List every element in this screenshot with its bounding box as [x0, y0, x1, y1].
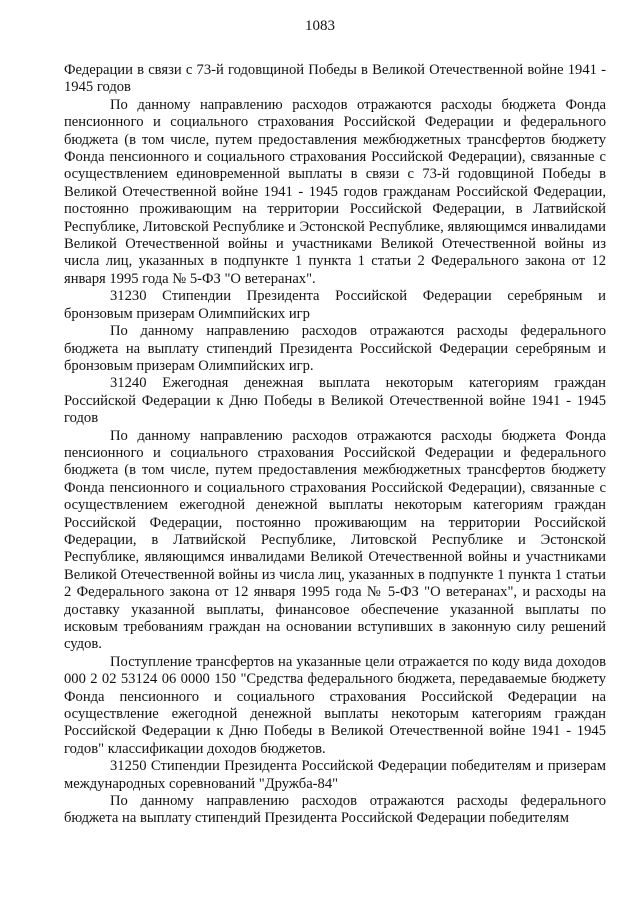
paragraph-text: По данному направлению расходов отражаются расходы бюджета Фонда пенсионного и социального страхования Российской Федерации и федерального бюджета (в том числе, путем предоставления межбюджетных трансфертов бюджету Фонда пенсионного и социального страхования Российской Федерации), связанные с осуществлением ежегодной денежной выплаты некоторым категориям граждан Российской Федерации, постоянно проживающим на территории Российской Федерации, в Латвийской Республике, Литовской Республике и Эстонской Республике, являющимся инвалидами Великой Отечественной войны и участниками Великой Отечественной войны из числа лиц, указанных в подпункте 1 пункта 1 статьи 2 Федерального закона от 12 января 1995 года № 5-ФЗ "О ветеранах", и расходы на доставку указанной выплаты, финансовое обеспечение указанной выплаты по исковым требованиям граждан на основании вступивших в законную силу решений судов.	[64, 427, 606, 653]
paragraph	[64, 793, 606, 828]
section-code: 31230	[110, 288, 147, 305]
section-title: Ежегодная денежная выплата некоторым категориям граждан Российской Федерации к Дню Победы в Великой Отечественной войне 1941 - 1945 годов	[64, 375, 606, 427]
section-heading-31230	[64, 288, 606, 323]
section-code: 31240	[110, 375, 147, 392]
section-title: Стипендии Президента Российской Федерации серебряным и бронзовым призерам Олимпийских игр	[64, 288, 606, 322]
paragraph-text: Федерации в связи с 73-й годовщиной Победы в Великой Отечественной войне 1941 - 1945 годов	[64, 62, 606, 96]
section-code: 31250	[110, 758, 147, 775]
paragraph-text: По данному направлению расходов отражаются расходы федерального бюджета на выплату стипендий Президента Российской Федерации победителям	[64, 793, 606, 827]
paragraph-text: По данному направлению расходов отражаются расходы бюджета Фонда пенсионного и социального страхования Российской Федерации и федерального бюджета (в том числе, путем предоставления межбюджетных трансфертов бюджету Фонда пенсионного и социального страхования Российской Федерации), связанные с осуществлением единовременной выплаты в связи с 73-й годовщиной Победы в Великой Отечественной войне 1941 - 1945 годов гражданам Российской Федерации, постоянно проживающим на территории Российской Федерации, в Латвийской Республике, Литовской Республике и Эстонской Республике, являющимся инвалидами Великой Отечественной войны и участниками Великой Отечественной войны из числа лиц, указанных в подпункте 1 пункта 1 статьи 2 Федерального закона от 12 января 1995 года № 5-ФЗ "О ветеранах".	[64, 96, 606, 287]
section-title: Стипендии Президента Российской Федерации победителям и призерам международных соревнований "Дружба-84"	[64, 758, 606, 792]
paragraph	[64, 323, 606, 375]
paragraph-text: Поступление трансфертов на указанные цели отражается по коду вида доходов 000 2 02 53124 06 0000 150 "Средства федерального бюджета, передаваемые бюджету Фонда пенсионного и социального страхования Российской Федерации на осуществление ежегодной денежной выплаты некоторым категориям граждан Российской Федерации к Дню Победы в Великой Отечественной войне 1941 - 1945 годов" классификации доходов бюджетов.	[64, 653, 606, 757]
paragraph-continuation	[64, 62, 606, 97]
paragraph	[64, 97, 606, 288]
paragraph-text: По данному направлению расходов отражаются расходы федерального бюджета на выплату стипендий Президента Российской Федерации серебряным и бронзовым призерам Олимпийских игр.	[64, 323, 606, 374]
section-heading-31240	[64, 375, 606, 427]
paragraph	[64, 654, 606, 758]
page-number: 1083	[305, 18, 335, 34]
section-heading-31250	[64, 758, 606, 793]
paragraph	[64, 428, 606, 654]
document-body	[64, 62, 606, 828]
